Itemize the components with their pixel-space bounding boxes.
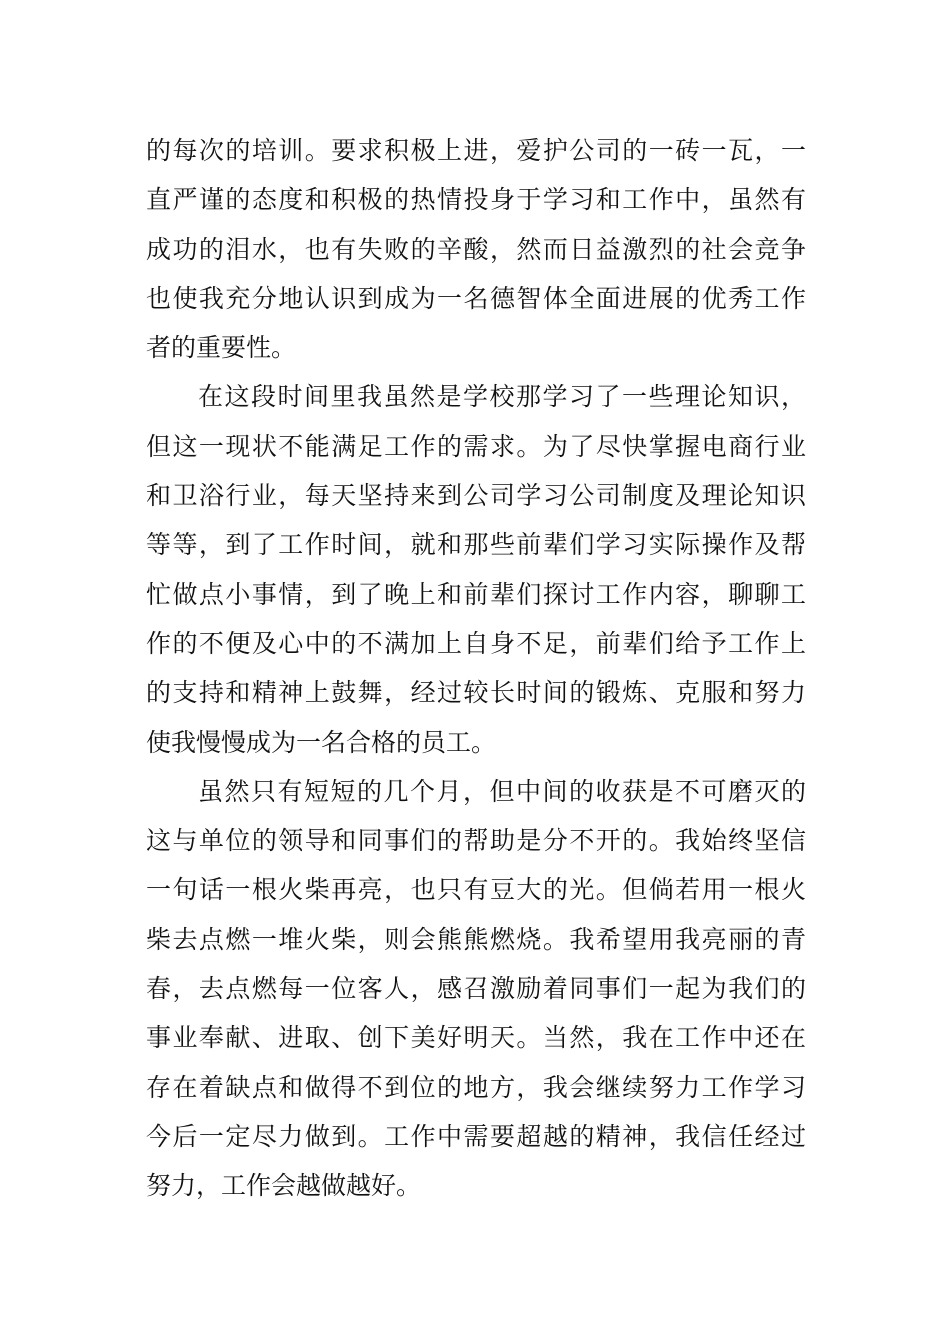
text-line: 使我慢慢成为一名合格的员工。 — [146, 727, 497, 757]
text-line: 的支持和精神上鼓舞，经过较长时间的锻炼、克服和努力 — [146, 678, 806, 708]
text-line: 春，去点燃每一位客人，感召激励着同事们一起为我们的 — [146, 974, 806, 1004]
text-line: 在这段时间里我虽然是学校那学习了一些理论知识， — [198, 382, 806, 412]
body-text — [146, 126, 806, 1211]
text-line: 直严谨的态度和积极的热情投身于学习和工作中，虽然有 — [146, 185, 806, 215]
text-line: 一句话一根火柴再亮，也只有豆大的光。但倘若用一根火 — [146, 875, 806, 905]
paragraph-2 — [146, 372, 806, 766]
text-line: 作的不便及心中的不满加上自身不足，前辈们给予工作上 — [146, 628, 806, 658]
text-line: 也使我充分地认识到成为一名德智体全面进展的优秀工作 — [146, 283, 806, 313]
text-line: 等等，到了工作时间，就和那些前辈们学习实际操作及帮 — [146, 530, 806, 560]
text-line: 者的重要性。 — [146, 333, 297, 363]
text-line: 成功的泪水，也有失败的辛酸，然而日益激烈的社会竞争 — [146, 234, 806, 264]
text-line: 柴去点燃一堆火柴，则会熊熊燃烧。我希望用我亮丽的青 — [146, 924, 806, 954]
text-line: 虽然只有短短的几个月，但中间的收获是不可磨灭的 — [198, 776, 806, 806]
text-line: 存在着缺点和做得不到位的地方，我会继续努力工作学习 — [146, 1072, 806, 1102]
text-line: 但这一现状不能满足工作的需求。为了尽快掌握电商行业 — [146, 431, 806, 461]
paragraph-3 — [146, 767, 806, 1211]
text-line: 忙做点小事情，到了晚上和前辈们探讨工作内容，聊聊工 — [146, 579, 806, 609]
text-line: 努力，工作会越做越好。 — [146, 1171, 422, 1201]
text-line: 和卫浴行业，每天坚持来到公司学习公司制度及理论知识 — [146, 481, 806, 511]
text-line: 今后一定尽力做到。工作中需要超越的精神，我信任经过 — [146, 1121, 806, 1151]
paragraph-1 — [146, 126, 806, 372]
text-line: 的每次的培训。要求积极上进，爱护公司的一砖一瓦，一 — [146, 136, 806, 165]
text-line: 这与单位的领导和同事们的帮助是分不开的。我始终坚信 — [146, 826, 806, 856]
text-line: 事业奉献、进取、创下美好明天。当然，我在工作中还在 — [146, 1023, 806, 1053]
